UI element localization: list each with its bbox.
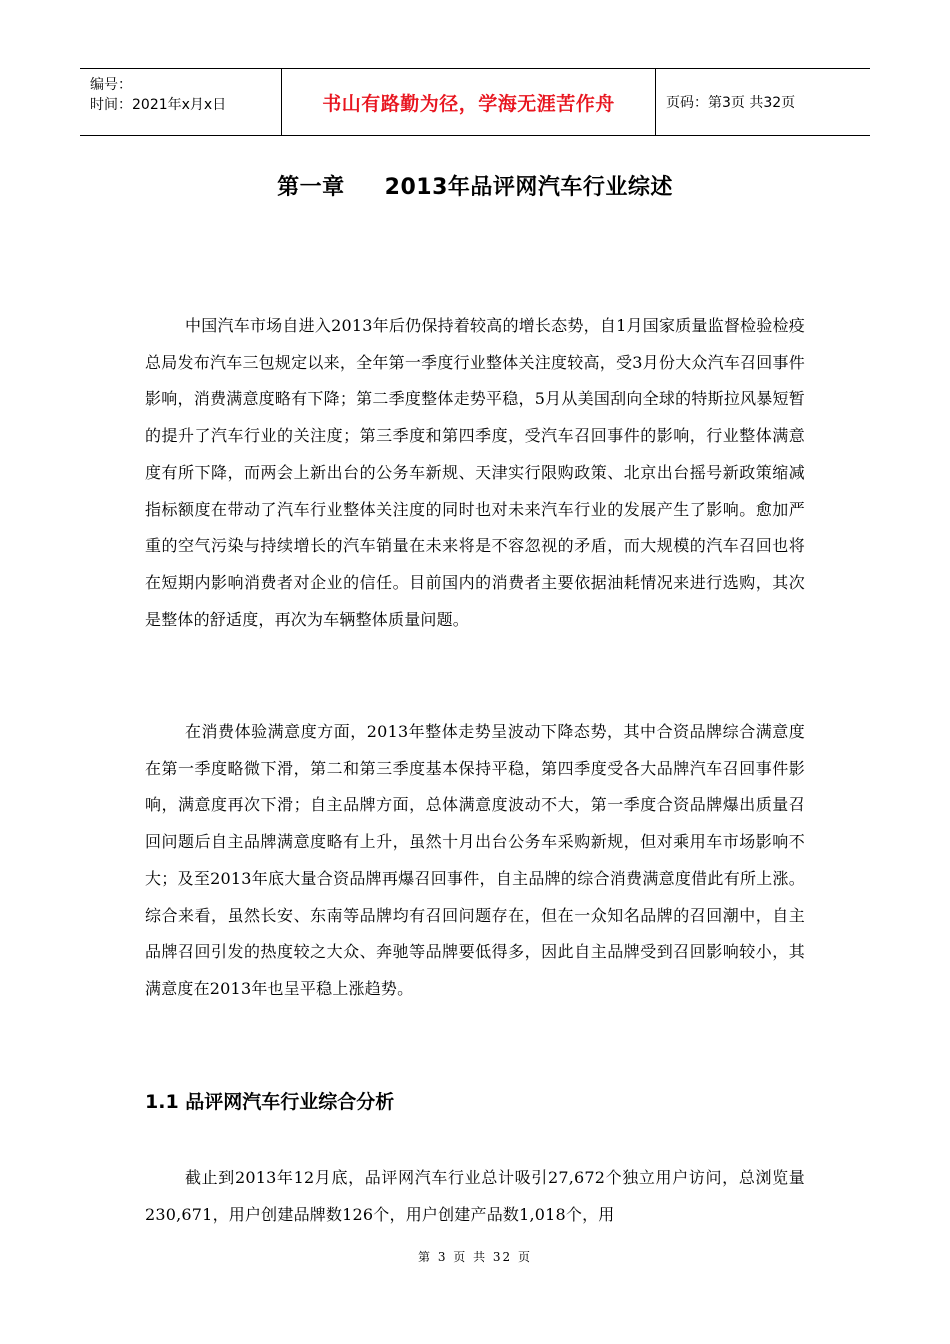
chapter-heading: 2013年品评网汽车行业综述 <box>384 175 673 200</box>
paragraph-text: 截止到2013年12月底，品评网汽车行业总计吸引27,672个独立用户访问，总浏览量230,671，用户创建品牌数126个，用户创建产品数1,018个，用 <box>145 1168 805 1224</box>
page-info-text: 页码：第3页 共32页 <box>666 95 796 111</box>
paragraph-2 <box>145 714 805 1008</box>
page-header <box>80 68 870 136</box>
section-heading: 1.1 品评网汽车行业综合分析 <box>145 1091 395 1113</box>
motto-text: 书山有路勤为径，学海无涯苦作舟 <box>322 92 615 115</box>
header-date: 时间：2021年x月x日 <box>90 97 227 113</box>
paragraph-text: 在消费体验满意度方面，2013年整体走势呈波动下降态势，其中合资品牌综合满意度在第一季度略微下滑，第二和第三季度基本保持平稳，第四季度受各大品牌汽车召回事件影响，满意度再次下滑；自主品牌方面，总体满意度波动不大，第一季度合资品牌爆出质量召回问题后自主品牌满意度略有上升，虽然十月出台公务车采购新规，但对乘用车市场影响不大；及至2013年底大量合资品牌再爆召回事件，自主品牌的综合消费满意度借此有所上涨。综合来看，虽然长安、东南等品牌均有召回问题存在，但在一众知名品牌的召回潮中，自主品牌召回引发的热度较之大众、奔驰等品牌要低得多，因此自主品牌受到召回影响较小，其满意度在2013年也呈平稳上涨趋势。 <box>145 722 805 998</box>
header-meta <box>80 69 282 135</box>
page-footer: 第 3 页 共 32 页 <box>418 1250 532 1264</box>
header-page-info <box>656 69 870 135</box>
header-number: 编号： <box>90 77 132 93</box>
paragraph-3 <box>145 1160 805 1233</box>
header-motto <box>282 69 656 135</box>
chapter-title <box>0 170 950 201</box>
chapter-label: 第一章 <box>277 175 345 200</box>
paragraph-1 <box>145 308 805 638</box>
paragraph-text: 中国汽车市场自进入2013年后仍保持着较高的增长态势，自1月国家质量监督检验检疫总局发布汽车三包规定以来，全年第一季度行业整体关注度较高，受3月份大众汽车召回事件影响，消费满意度略有下降；第二季度整体走势平稳，5月从美国刮向全球的特斯拉风暴短暂的提升了汽车行业的关注度；第三季度和第四季度，受汽车召回事件的影响，行业整体满意度有所下降，而两会上新出台的公务车新规、天津实行限购政策、北京出台摇号新政策缩减指标额度在带动了汽车行业整体关注度的同时也对未来汽车行业的发展产生了影响。愈加严重的空气污染与持续增长的汽车销量在未来将是不容忽视的矛盾，而大规模的汽车召回也将在短期内影响消费者对企业的信任。目前国内的消费者主要依据油耗情况来进行选购，其次是整体的舒适度，再次为车辆整体质量问题。 <box>145 316 805 629</box>
